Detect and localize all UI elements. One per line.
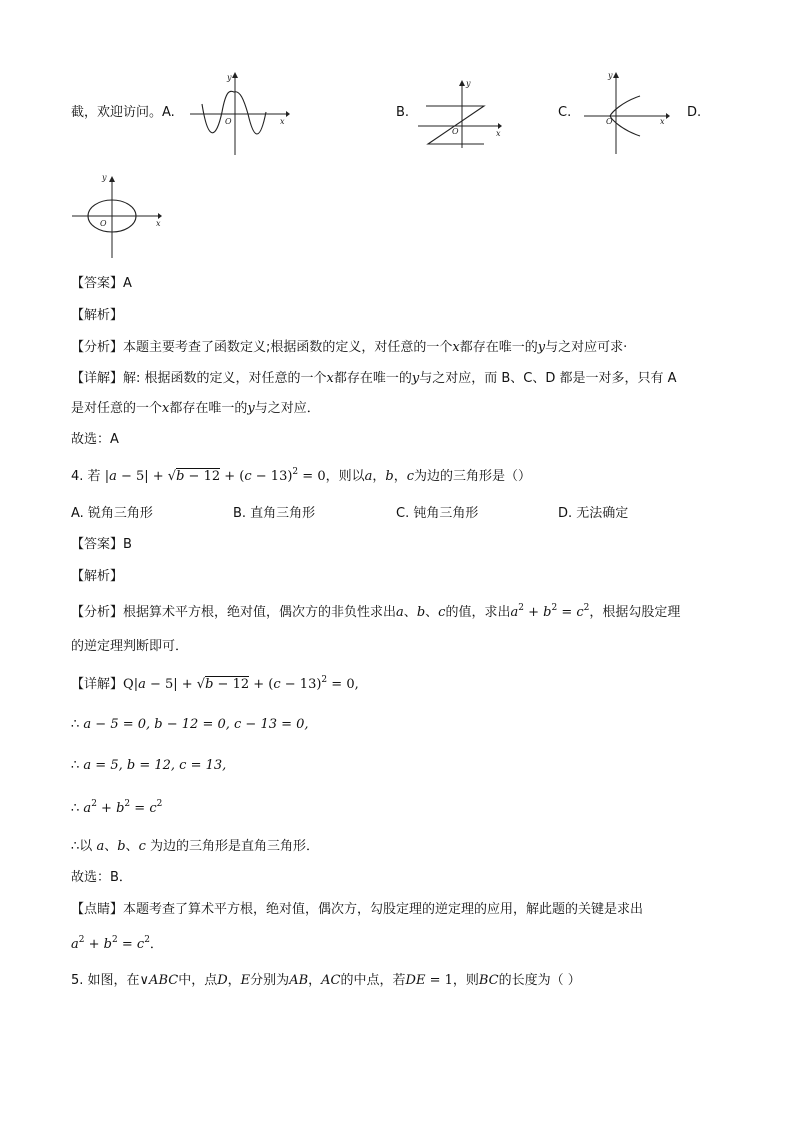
q4-dianjing — [71, 901, 643, 919]
q3-xiangjie-line1 — [71, 370, 677, 388]
option-d-label: D. — [687, 105, 702, 120]
stem-text: 4. 若 — [71, 469, 101, 484]
origin-label: O — [452, 127, 459, 136]
stem-text: 的中点，若 — [340, 973, 406, 988]
origin-label: O — [225, 117, 232, 126]
vars: BC — [478, 973, 499, 988]
graph-c-parabola — [582, 66, 672, 156]
var-y: y — [247, 401, 255, 416]
vars: c — [406, 469, 415, 484]
q4-answer — [71, 536, 132, 554]
answer-value: A — [123, 276, 132, 291]
step-equation: $a^2 + b^2 = c^2$ — [83, 799, 163, 816]
q4-stem: 4. 若 $|a - 5| + √b - 12 + (c - 13)^2 = 0$，则以a，b，c为边的三角形是（） — [71, 467, 532, 484]
origin-label: O — [100, 219, 107, 228]
triangle-symbol: ∨ABC — [139, 973, 179, 988]
axis-y-label: y — [466, 79, 471, 88]
xiangjie-text: 与之对应． — [254, 401, 320, 416]
var-x: x — [452, 340, 460, 355]
stem-text: ，则 — [452, 973, 479, 988]
vars: c — [138, 839, 146, 854]
option-a-label: A. — [162, 105, 175, 120]
axis-y-label: y — [608, 71, 613, 80]
xiangjie-tag: 【详解】 — [71, 677, 124, 692]
axis-x-label: x — [496, 129, 501, 138]
equation: $a^2 + b^2 = c^2$ — [510, 603, 590, 620]
q5-stem: 5. 如图，在∨ABC中，点D，E分别为AB，AC的中点，若DE = 1，则BC的长度为（ ） — [71, 973, 581, 988]
fenxi-text: 本题主要考查了函数定义;根据函数的定义，对任意的一个 — [123, 340, 453, 355]
stem-text: 中，点 — [178, 973, 218, 988]
q4-option-d: D. 无法确定 — [558, 506, 629, 521]
vars: E — [240, 973, 251, 988]
q4-fenxi-line1: 【分析】根据算术平方根，绝对值，偶次方的非负性求出a、b、c的值，求出$a^2 + b^2 = c^2$，根据勾股定理 — [71, 603, 681, 620]
graph-a-sine — [190, 70, 290, 160]
equation: DE = 1 — [405, 973, 453, 988]
vars: a — [396, 605, 404, 620]
xiangjie-text: 是对任意的一个 — [71, 401, 163, 416]
fenxi-text: 的值，求出 — [445, 605, 511, 620]
vars: AC — [321, 973, 341, 988]
vars: b — [416, 605, 426, 620]
therefore-symbol: ∴ — [71, 801, 80, 816]
vars: a — [364, 469, 373, 484]
answer-tag: 【答案】 — [71, 537, 124, 552]
q4-option-b: B. 直角三角形 — [233, 506, 316, 521]
option-c-label: C. — [558, 105, 572, 120]
var-x: x — [162, 401, 170, 416]
q3-choose: 故选：A — [71, 432, 119, 447]
q3-answer — [71, 275, 132, 293]
fenxi-text: 根据算术平方根，绝对值，偶次方的非负性求出 — [123, 605, 397, 620]
answer-value: B — [123, 537, 132, 552]
q4-step3 — [71, 800, 162, 818]
step-text: 为边的三角形是直角三角形． — [149, 839, 319, 854]
q4-option-c: C. 钝角三角形 — [396, 506, 479, 521]
q-symbol: Q — [123, 677, 134, 692]
axis-x-label: x — [660, 117, 665, 126]
fenxi-tag: 【分析】 — [71, 605, 124, 620]
answer-tag: 【答案】 — [71, 276, 124, 291]
graph-d-ellipse — [70, 170, 166, 262]
q4-choose: 故选：B． — [71, 870, 132, 885]
vars: c — [438, 605, 446, 620]
vars: a — [96, 839, 105, 854]
equation: $a^2 + b^2 = c^2$． — [71, 935, 163, 952]
xiangjie-text: 解: 根据函数的定义，对任意的一个 — [123, 371, 327, 386]
dianjing-tag: 【点睛】 — [71, 902, 124, 917]
xiangjie-tag: 【详解】 — [71, 371, 124, 386]
dianjing-text: 本题考查了算术平方根，绝对值，偶次方，勾股定理的逆定理的应用，解此题的关键是求出 — [123, 902, 644, 917]
stem-text: 5. 如图，在 — [71, 973, 140, 988]
stem-text: 的长度为（ ） — [498, 973, 581, 988]
var-y: y — [411, 371, 420, 386]
graph-b-zigzag — [418, 76, 504, 150]
therefore-symbol: ∴ — [71, 839, 80, 854]
axis-x-label: x — [280, 117, 285, 126]
q4-xiangjie — [71, 676, 359, 694]
q3-prefix: 截，欢迎访问。 — [71, 105, 163, 120]
q3-fenxi — [71, 339, 627, 357]
axis-x-label: x — [156, 219, 161, 228]
fenxi-tag: 【分析】 — [71, 340, 124, 355]
stem-text: ，则以 — [325, 469, 365, 484]
xiangjie-text: 与之对应，而 B、C、D 都是一对多，只有 A — [419, 371, 677, 386]
q4-step4: ∴以 a、b、c 为边的三角形是直角三角形． — [71, 839, 319, 854]
step-equation: a = 5, b = 12, c = 13, — [83, 758, 227, 773]
var-x: x — [326, 371, 334, 386]
axis-y-label: y — [102, 173, 107, 182]
q3-continuation — [71, 104, 175, 122]
q4-dianjing-eq — [71, 936, 163, 954]
therefore-symbol: ∴ — [71, 758, 80, 773]
vars: AB — [289, 973, 309, 988]
equation: $|a - 5| + √b - 12 + (c - 13)^2 = 0$, — [133, 675, 359, 692]
xiangjie-text: 都存在唯一的 — [169, 401, 248, 416]
fenxi-text: 都存在唯一的 — [459, 340, 538, 355]
stem-text: 分别为 — [250, 973, 290, 988]
step-text: 以 — [79, 839, 93, 854]
q3-xiangjie-line2 — [71, 400, 320, 418]
stem-text: 为边的三角形是（） — [414, 469, 532, 484]
xiangjie-text: 都存在唯一的 — [333, 371, 412, 386]
option-b-label: B. — [396, 105, 410, 120]
fenxi-text: ，根据勾股定理 — [589, 605, 681, 620]
step-equation: a − 5 = 0, b − 12 = 0, c − 13 = 0, — [83, 717, 309, 732]
vars: b — [117, 839, 126, 854]
axis-y-label: y — [227, 73, 232, 82]
therefore-symbol: ∴ — [71, 717, 80, 732]
q4-step1 — [71, 716, 309, 734]
q4-option-a: A. 锐角三角形 — [71, 506, 153, 521]
equation: $|a - 5| + √b - 12 + (c - 13)^2 = 0$ — [104, 467, 326, 484]
vars: D — [217, 973, 228, 988]
q4-fenxi-line2: 的逆定理判断即可． — [71, 639, 189, 654]
origin-label: O — [606, 117, 613, 126]
var-y: y — [537, 340, 546, 355]
vars: b — [385, 469, 394, 484]
q3-analysis-tag: 【解析】 — [71, 308, 124, 323]
q4-step2 — [71, 757, 226, 775]
fenxi-text: 与之对应可求· — [545, 340, 628, 355]
q4-analysis-tag: 【解析】 — [71, 569, 124, 584]
